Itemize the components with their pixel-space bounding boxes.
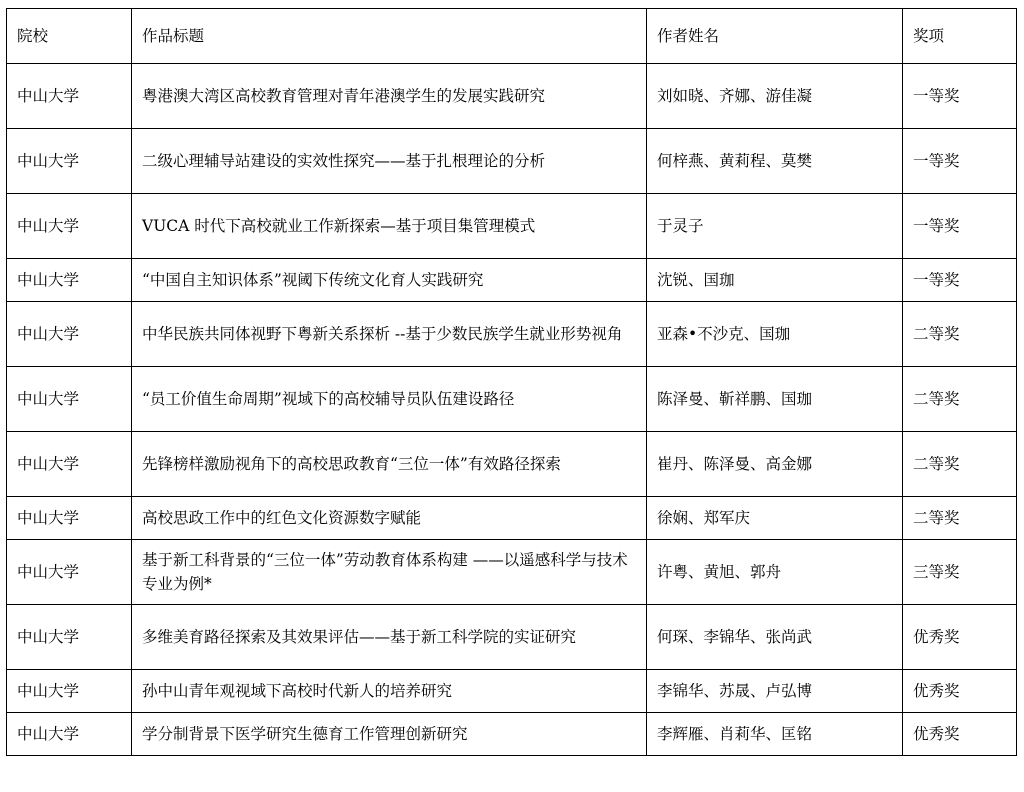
table-row xyxy=(7,367,1017,432)
cell-award: 优秀奖 xyxy=(903,605,1017,670)
table-row xyxy=(7,259,1017,302)
table-row xyxy=(7,432,1017,497)
table-row xyxy=(7,194,1017,259)
cell-school: 中山大学 xyxy=(7,540,132,605)
cell-school: 中山大学 xyxy=(7,259,132,302)
cell-author: 徐娴、郑军庆 xyxy=(647,497,903,540)
cell-award: 二等奖 xyxy=(903,302,1017,367)
cell-school: 中山大学 xyxy=(7,497,132,540)
cell-title: 多维美育路径探索及其效果评估——基于新工科学院的实证研究 xyxy=(132,605,647,670)
cell-author: 沈锐、国珈 xyxy=(647,259,903,302)
cell-author: 亚森•不沙克、国珈 xyxy=(647,302,903,367)
table-header-row xyxy=(7,9,1017,64)
table-row xyxy=(7,540,1017,605)
table-row xyxy=(7,713,1017,756)
table-row xyxy=(7,64,1017,129)
cell-award: 一等奖 xyxy=(903,194,1017,259)
cell-title: 高校思政工作中的红色文化资源数字赋能 xyxy=(132,497,647,540)
cell-award: 优秀奖 xyxy=(903,670,1017,713)
cell-award: 一等奖 xyxy=(903,129,1017,194)
award-list-table xyxy=(6,8,1017,756)
cell-school: 中山大学 xyxy=(7,713,132,756)
column-header-author: 作者姓名 xyxy=(647,9,903,64)
cell-author: 许粤、黄旭、郭舟 xyxy=(647,540,903,605)
cell-award: 三等奖 xyxy=(903,540,1017,605)
cell-award: 二等奖 xyxy=(903,432,1017,497)
column-header-school: 院校 xyxy=(7,9,132,64)
cell-award: 二等奖 xyxy=(903,367,1017,432)
table-row xyxy=(7,302,1017,367)
cell-school: 中山大学 xyxy=(7,129,132,194)
cell-award: 一等奖 xyxy=(903,64,1017,129)
cell-school: 中山大学 xyxy=(7,605,132,670)
cell-title: 学分制背景下医学研究生德育工作管理创新研究 xyxy=(132,713,647,756)
cell-title: 粤港澳大湾区高校教育管理对青年港澳学生的发展实践研究 xyxy=(132,64,647,129)
cell-title: “中国自主知识体系”视阈下传统文化育人实践研究 xyxy=(132,259,647,302)
cell-school: 中山大学 xyxy=(7,64,132,129)
cell-title: VUCA 时代下高校就业工作新探索—基于项目集管理模式 xyxy=(132,194,647,259)
cell-award: 二等奖 xyxy=(903,497,1017,540)
cell-title: 孙中山青年观视域下高校时代新人的培养研究 xyxy=(132,670,647,713)
cell-award: 一等奖 xyxy=(903,259,1017,302)
cell-school: 中山大学 xyxy=(7,367,132,432)
cell-author: 于灵子 xyxy=(647,194,903,259)
cell-author: 李辉雁、肖莉华、匡铭 xyxy=(647,713,903,756)
cell-author: 崔丹、陈泽曼、高金娜 xyxy=(647,432,903,497)
cell-author: 陈泽曼、靳祥鹏、国珈 xyxy=(647,367,903,432)
table-body xyxy=(7,64,1017,756)
column-header-title: 作品标题 xyxy=(132,9,647,64)
cell-school: 中山大学 xyxy=(7,302,132,367)
cell-school: 中山大学 xyxy=(7,670,132,713)
cell-author: 刘如晓、齐娜、游佳凝 xyxy=(647,64,903,129)
cell-title: 先锋榜样激励视角下的高校思政教育“三位一体”有效路径探索 xyxy=(132,432,647,497)
table-row xyxy=(7,129,1017,194)
cell-school: 中山大学 xyxy=(7,194,132,259)
table-row xyxy=(7,670,1017,713)
cell-author: 何梓燕、黄莉程、莫樊 xyxy=(647,129,903,194)
cell-title: 中华民族共同体视野下粤新关系探析 --基于少数民族学生就业形势视角 xyxy=(132,302,647,367)
column-header-award: 奖项 xyxy=(903,9,1017,64)
cell-author: 何琛、李锦华、张尚武 xyxy=(647,605,903,670)
cell-title: 二级心理辅导站建设的实效性探究——基于扎根理论的分析 xyxy=(132,129,647,194)
cell-award: 优秀奖 xyxy=(903,713,1017,756)
table-header xyxy=(7,9,1017,64)
cell-title: 基于新工科背景的“三位一体”劳动教育体系构建 ——以遥感科学与技术专业为例* xyxy=(132,540,647,605)
table-row xyxy=(7,497,1017,540)
cell-school: 中山大学 xyxy=(7,432,132,497)
cell-author: 李锦华、苏晟、卢弘博 xyxy=(647,670,903,713)
table-row xyxy=(7,605,1017,670)
cell-title: “员工价值生命周期”视域下的高校辅导员队伍建设路径 xyxy=(132,367,647,432)
